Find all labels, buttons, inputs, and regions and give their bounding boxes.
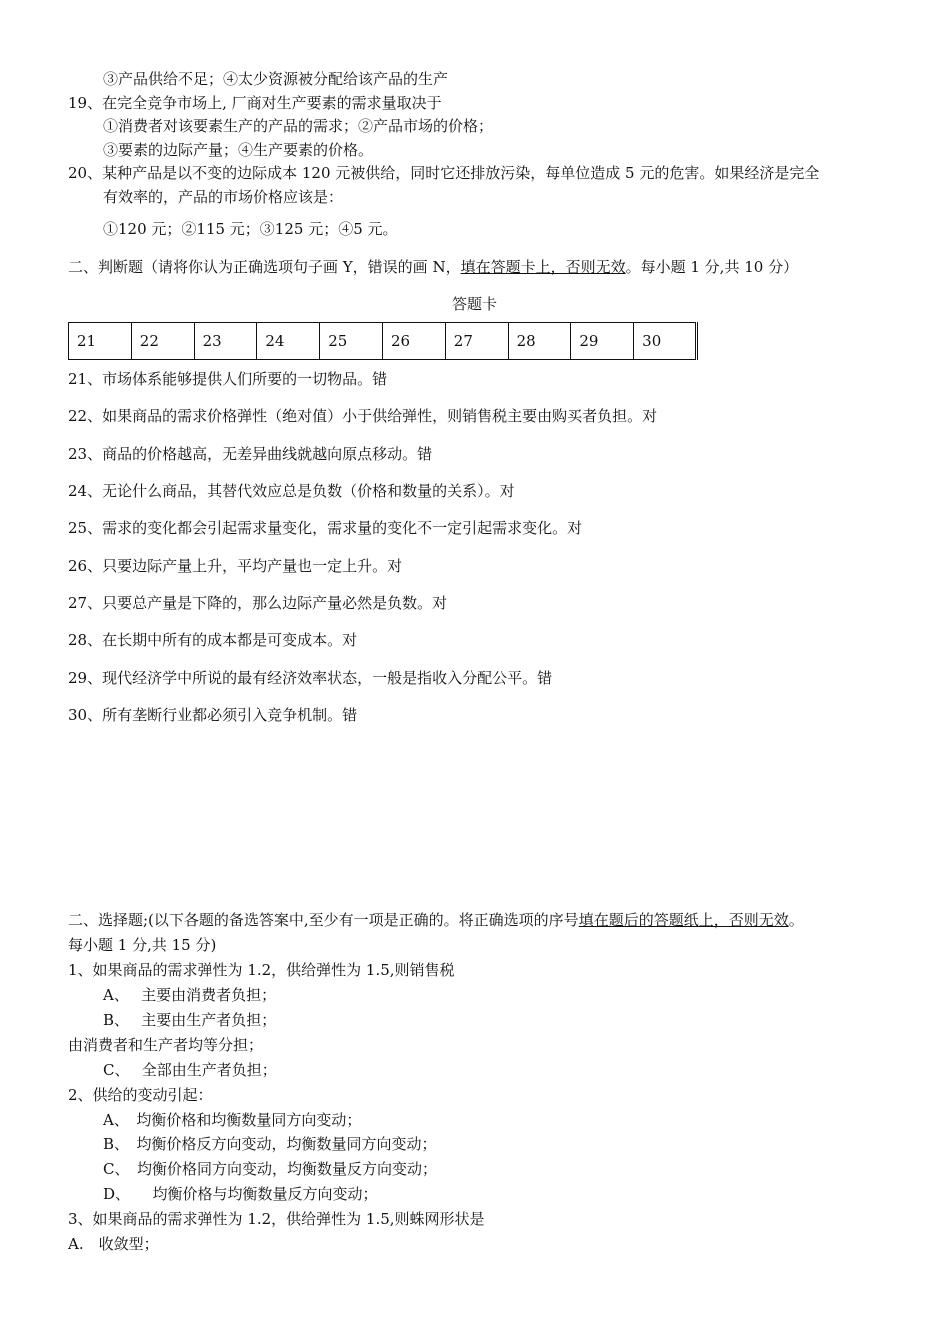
q18-options-cont: ③产品供给不足；④太少资源被分配给该产品的生产 <box>103 70 449 88</box>
judge-item-21: 21、市场体系能够提供人们所要的一切物品。错 <box>68 370 388 388</box>
judge-item-29: 29、现代经济学中所说的最有经济效率状态，一般是指收入分配公平。错 <box>68 669 553 687</box>
q2-option-d: D、 均衡价格与均衡数量反方向变动； <box>103 1185 378 1203</box>
answer-card-cell[interactable]: 25 <box>320 323 383 360</box>
answer-card-cell[interactable]: 28 <box>508 323 571 360</box>
q1-option-a: A、 主要由消费者负担； <box>103 986 277 1004</box>
q2-option-c: C、 均衡价格同方向变动，均衡数量反方向变动； <box>103 1160 437 1178</box>
q19-stem: 19、在完全竞争市场上, 厂商对生产要素的需求量取决于 <box>68 94 442 112</box>
judge-heading-underlined: 填在答题卡上，否则无效 <box>460 258 626 276</box>
judge-item-25: 25、需求的变化都会引起需求量变化，需求量的变化不一定引起需求变化。对 <box>68 519 583 537</box>
q1-option-c: C、 全部由生产者负担； <box>103 1061 277 1079</box>
answer-card-cell[interactable]: 22 <box>131 323 194 360</box>
choice-section-heading <box>68 913 804 928</box>
judge-item-26: 26、只要边际产量上升，平均产量也一定上升。对 <box>68 557 403 575</box>
answer-card-cell[interactable]: 26 <box>382 323 445 360</box>
q2-option-b: B、 均衡价格反方向变动，均衡数量同方向变动； <box>103 1135 437 1153</box>
judge-item-22: 22、如果商品的需求价格弹性（绝对值）小于供给弹性，则销售税主要由购买者负担。对 <box>68 407 658 425</box>
q20-options: ①120 元；②115 元；③125 元；④5 元。 <box>103 220 398 238</box>
q1-stem: 1、如果商品的需求弹性为 1.2，供给弹性为 1.5,则销售税 <box>68 961 455 979</box>
choice-heading-line2: 每小题 1 分,共 15 分) <box>68 936 217 954</box>
answer-card-cell[interactable]: 30 <box>634 323 697 360</box>
q20-stem-line1: 20、某种产品是以不变的边际成本 120 元被供给，同时它还排放污染，每单位造成 5 元的危害。如果经济是完全 <box>68 164 820 182</box>
judge-item-28: 28、在长期中所有的成本都是可变成本。对 <box>68 631 358 649</box>
answer-card-cell[interactable]: 23 <box>194 323 257 360</box>
answer-card-table <box>68 322 698 360</box>
choice-heading-pre: 二、选择题;(以下各题的备选答案中,至少有一项是正确的。将正确选项的序号 <box>68 911 579 929</box>
choice-heading-underlined: 填在题后的答题纸上，否则无效 <box>578 911 789 929</box>
q3-stem: 3、如果商品的需求弹性为 1.2，供给弹性为 1.5,则蛛网形状是 <box>68 1210 485 1228</box>
answer-card-cell[interactable]: 29 <box>571 323 634 360</box>
answer-card-title: 答题卡 <box>452 295 498 313</box>
q1-option-b: B、 主要由生产者负担； <box>103 1011 277 1029</box>
q3-option-a: A. 收敛型； <box>68 1235 159 1253</box>
judge-item-30: 30、所有垄断行业都必须引入竞争机制。错 <box>68 706 358 724</box>
choice-heading-post: 。 <box>788 911 804 929</box>
answer-card-cell[interactable]: 21 <box>69 323 132 360</box>
judge-item-24: 24、无论什么商品，其替代效应总是负数（价格和数量的关系）。对 <box>68 482 515 500</box>
judge-item-27: 27、只要总产量是下降的，那么边际产量必然是负数。对 <box>68 594 448 612</box>
judge-item-23: 23、商品的价格越高，无差异曲线就越向原点移动。错 <box>68 445 433 463</box>
q20-stem-line2: 有效率的，产品的市场价格应该是： <box>103 188 344 206</box>
q19-options-line2: ③要素的边际产量；④生产要素的价格。 <box>103 141 374 159</box>
answer-card-cell[interactable]: 27 <box>445 323 508 360</box>
judge-heading-pre: 二、判断题（请将你认为正确选项句子画 Y，错误的画 N， <box>68 258 461 276</box>
q2-stem: 2、供给的变动引起： <box>68 1086 213 1104</box>
judge-heading-post: 。每小题 1 分,共 10 分） <box>625 258 799 276</box>
q19-options-line1: ①消费者对该要素生产的产品的需求；②产品市场的价格； <box>103 117 494 135</box>
judge-section-heading <box>68 260 798 275</box>
q1-option-extra: 由消费者和生产者均等分担； <box>68 1036 264 1054</box>
answer-card-cell[interactable]: 24 <box>257 323 320 360</box>
q2-option-a: A、 均衡价格和均衡数量同方向变动； <box>103 1111 362 1129</box>
